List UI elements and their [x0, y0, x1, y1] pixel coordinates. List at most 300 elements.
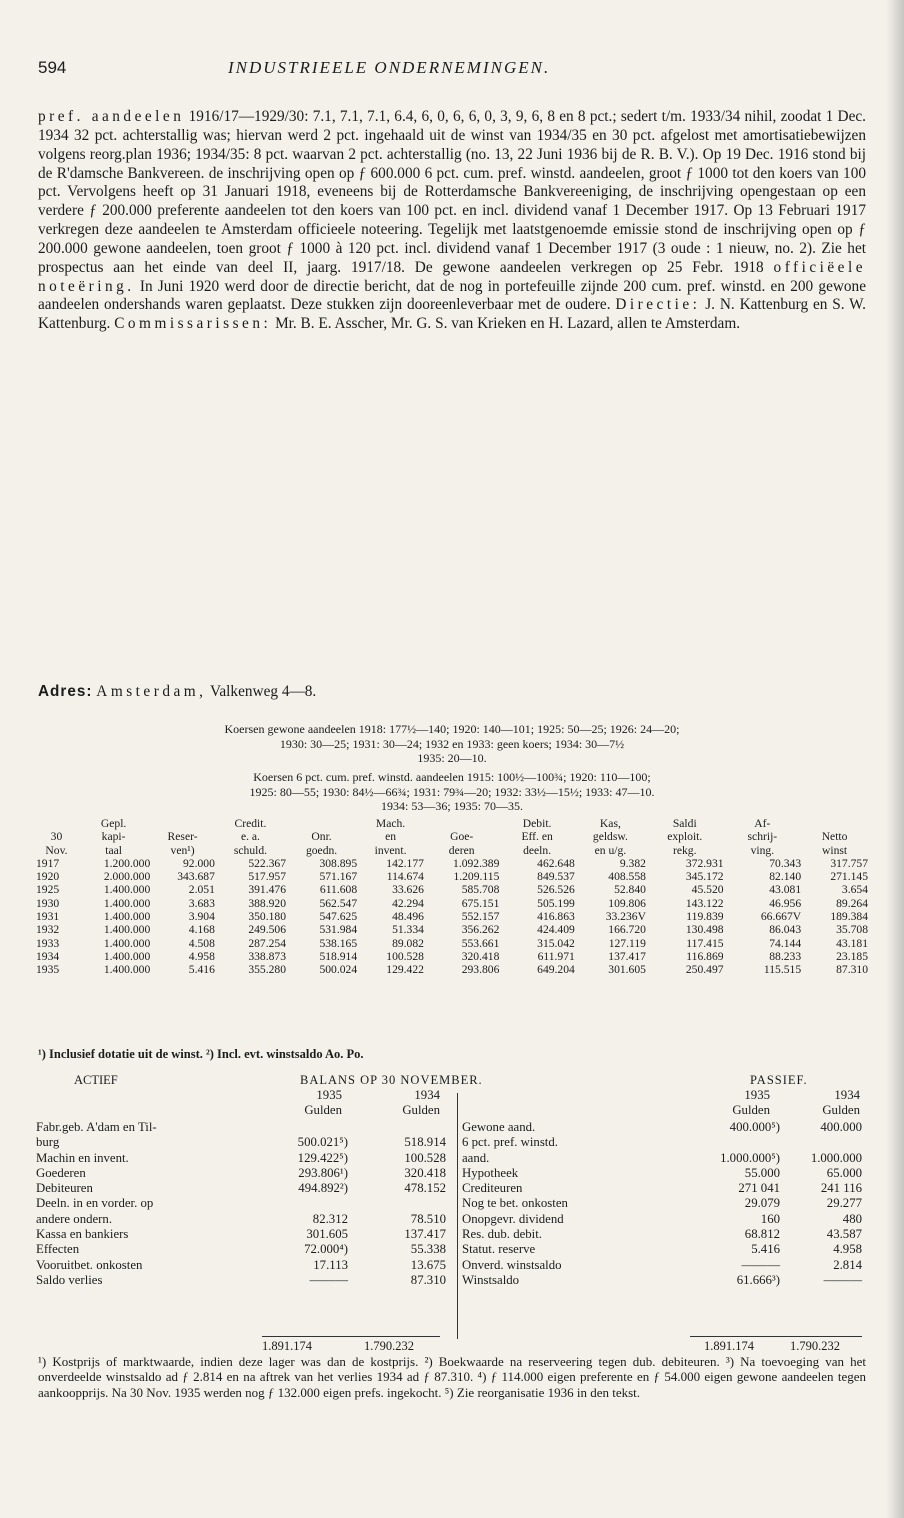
table-cell: 356.262: [461, 923, 500, 937]
table-cell: 166.720: [608, 923, 646, 937]
column-header: Saldi: [672, 817, 697, 830]
table-cell: 343.687: [177, 870, 215, 884]
table-row: [36, 857, 868, 870]
table-cell: 142.177: [386, 856, 424, 870]
table-cell: 1932: [36, 923, 60, 937]
passief-item-label-cell: [462, 1242, 702, 1257]
table-cell: 571.167: [319, 870, 358, 884]
page-number: 594: [38, 58, 67, 77]
actief-currency-1: Gulden: [304, 1103, 342, 1118]
passief-item-label-cell: [462, 1120, 702, 1135]
passief-currency-1: Gulden: [732, 1103, 770, 1118]
table-cell: 1.092.389: [453, 856, 500, 870]
table-cell: 1.400.000: [103, 910, 151, 924]
table-cell: 88.233: [769, 949, 802, 963]
table-cell: 2.051: [188, 883, 215, 897]
table-cell: 114.674: [386, 870, 424, 884]
passief-item: [462, 1258, 862, 1273]
passief-value-1935: 68.812: [744, 1227, 780, 1242]
actief-item-label: Goederen: [36, 1165, 86, 1180]
passief-value-1935: 29.079: [744, 1196, 780, 1211]
actief-total-rule: [262, 1336, 440, 1337]
page-edge-shadow: [886, 0, 904, 1518]
table-cell: 109.806: [608, 896, 646, 910]
actief-item-label-cell: [36, 1166, 272, 1181]
passief-value-1935: 271 041: [738, 1181, 780, 1196]
actief-item: [36, 1258, 446, 1273]
table-cell: 92.000: [183, 856, 215, 870]
table-cell: 408.558: [608, 870, 646, 884]
table-body: [36, 857, 868, 977]
table-cell: 1.209.115: [453, 870, 500, 884]
actief-currency-2: Gulden: [402, 1103, 440, 1118]
table-cell: 1.400.000: [103, 936, 151, 950]
actief-item-label-cell: [36, 1135, 272, 1150]
passief-value-1934: ———: [823, 1272, 862, 1287]
passief-heading: PASSIEF.: [750, 1073, 808, 1087]
passief-list: [462, 1120, 862, 1288]
table-cell: 143.122: [685, 896, 724, 910]
table-cell: 74.144: [769, 936, 802, 950]
table-cell: 1934: [36, 949, 60, 963]
passief-item: [462, 1196, 862, 1211]
balance-divider: [457, 1093, 458, 1339]
actief-item: [36, 1166, 446, 1181]
actief-list: [36, 1120, 446, 1288]
actief-item-label: Deeln. in en vorder. op: [36, 1196, 154, 1211]
passief-item: [462, 1212, 862, 1227]
passief-value-1934: 29.277: [826, 1196, 862, 1211]
table-cell: 130.498: [685, 923, 724, 937]
table-cell: 518.914: [319, 949, 358, 963]
table-cell: 33.626: [392, 883, 424, 897]
actief-item-label-cell: [36, 1242, 272, 1257]
table-cell: 45.520: [691, 883, 724, 897]
column-header: Kas,: [599, 817, 621, 830]
passief-item: [462, 1227, 862, 1242]
actief-item-label: Kassa en bankiers: [36, 1227, 129, 1242]
table-cell: 350.180: [248, 910, 287, 924]
actief-value-1934: 478.152: [404, 1181, 446, 1196]
actief-item-label-cell: [36, 1151, 272, 1166]
column-header: 30: [50, 830, 63, 844]
column-header: Debit.: [522, 817, 552, 830]
passief-value-1934: 2.814: [833, 1257, 862, 1272]
actief-value-1934: 100.528: [404, 1150, 446, 1165]
actief-value-1934: 87.310: [410, 1272, 446, 1287]
table-cell: 23.185: [836, 949, 868, 963]
passief-item-label-cell: [462, 1273, 702, 1288]
column-header: goedn.: [305, 843, 338, 857]
table-cell: 293.806: [461, 963, 500, 977]
table-row: [36, 923, 868, 936]
table-cell: 117.415: [686, 936, 724, 950]
passief-item-label-cell: [462, 1227, 702, 1242]
passief-value-1935: 400.000⁵): [729, 1120, 780, 1134]
passief-total-1: 1.891.174: [704, 1339, 754, 1353]
actief-year-2: 1934: [414, 1088, 440, 1102]
column-header: rekg.: [673, 843, 697, 857]
table-cell: 66.667V: [760, 910, 802, 924]
table-cell: 547.625: [319, 910, 358, 924]
address-street: Valkenweg 4—8.: [210, 683, 317, 700]
table-cell: 372.931: [685, 856, 724, 870]
table-cell: 462.648: [537, 856, 575, 870]
table-cell: 1931: [36, 910, 60, 924]
actief-value-1934: 13.675: [410, 1257, 446, 1272]
table-cell: 500.024: [319, 963, 358, 977]
table-cell: 137.417: [608, 949, 646, 963]
passief-value-1934: 1.000.000: [810, 1150, 862, 1165]
official-listing: officiëele noteëring.: [38, 258, 867, 295]
table-cell: 1920: [36, 870, 60, 884]
column-header: e. a.: [240, 830, 260, 844]
table-cell: 42.294: [392, 896, 424, 910]
table-cell: 9.382: [619, 856, 646, 870]
actief-item-label-cell: [36, 1181, 272, 1196]
passief-item-label-cell: [462, 1166, 702, 1181]
balance-footnotes: ¹) Kostprijs of marktwaarde, indien deze lager was dan de kostprijs. ²) Boekwaarde na reserveering tegen dub. debiteuren. ³) Na toevoeging van het onverdeelde winstsaldo ad ƒ 2.814 en na aftrek van het verlies 1934 ad ƒ 87.310. ⁴) ƒ 114.000 eigen preferente en ƒ 54.000 eigen gewone aandeelen tegen aankoopprijs. Na 30 Nov. 1935 werden nog ƒ 132.000 eigen prefs. ingekocht. ⁵) Zie reorganisatie 1936 in den tekst.: [38, 1354, 866, 1400]
passief-item-label-cell: [462, 1212, 702, 1227]
actief-total-2: 1.790.232: [364, 1339, 414, 1353]
passief-currency-2: Gulden: [822, 1103, 860, 1118]
table-cell: 89.264: [836, 896, 868, 910]
actief-total-1: 1.891.174: [262, 1339, 312, 1353]
column-header: en: [385, 830, 397, 844]
column-header: Af-: [754, 817, 771, 830]
actief-item-label: Machin en invent.: [36, 1150, 129, 1165]
address-city: Amsterdam,: [96, 683, 207, 700]
passief-item-label-cell: [462, 1151, 702, 1166]
actief-item: [36, 1181, 446, 1196]
table-cell: 3.904: [188, 910, 215, 924]
column-header: [150, 817, 215, 830]
table-cell: 189.384: [830, 910, 868, 924]
table-note: ¹) Inclusief dotatie uit de winst. ²) Incl. evt. winstsaldo Ao. Po.: [38, 1047, 364, 1061]
table-cell: 249.506: [248, 923, 287, 937]
passief-item: [462, 1151, 862, 1166]
table-cell: 355.280: [248, 963, 287, 977]
table-cell: 1.400.000: [103, 923, 151, 937]
header-row: [36, 830, 868, 843]
address-line: [38, 683, 316, 701]
company-description: [38, 108, 866, 334]
passief-value-1934: 480: [842, 1211, 862, 1226]
table-cell: 1917: [36, 856, 60, 870]
actief-year-1: 1935: [316, 1088, 342, 1102]
table-cell: 424.409: [537, 923, 575, 937]
actief-item-label: Debiteuren: [36, 1181, 93, 1196]
table-cell: 89.082: [392, 936, 424, 950]
column-header: Onr.: [311, 830, 332, 844]
commissarissen-names: Mr. B. E. Asscher, Mr. G. S. van Krieken en H. Lazard, allen te Amsterdam.: [275, 315, 741, 333]
column-header: winst: [822, 843, 848, 857]
column-header: schuld.: [233, 843, 268, 857]
actief-value-1934: 78.510: [410, 1211, 446, 1226]
directie-names: J. N. Kattenburg en S. W. Kattenburg.: [38, 296, 866, 333]
passief-year-1: 1935: [744, 1088, 770, 1102]
table-cell: 33.236V: [605, 910, 646, 924]
intro-text: 1916/17—1929/30: 7.1, 7.1, 7.1, 6.4, 6, 0, 6, 6, 0, 3, 9, 6, 8 en 8 pct.; sedert t/m. 1933/34 nihil, zoodat 1 Dec. 1934 32 pct. achterstallig was; hiervan werd 2 pct. ingehaald uit de winst van 1934/35 en 30 pct. afgelost met amortisatiebewijzen volgens reorg.plan 1936; 1934/35: 8 pct. waarvan 2 pct. achterstallig (no. 13, 22 Juni 1936 bij de R. B. V.). Op 19 Dec. 1916 stond bij de R'damsche Bankvereen. de inschrijving open op ƒ 600.000 6 pct. cum. pref. winstd. aandeelen, groot ƒ 1000 tot den koers van 100 pct. Vervolgens heeft op 31 Januari 1918, eveneens bij de Rotterdamsche Bankvereeniging, de inschrijving opengestaan op een verdere ƒ 200.000 preferente aandeelen tot den koers van 100 pct. en incl. dividend vanaf 1 December 1917. Op 13 Februari 1917 verkregen deze aandeelen te Amsterdam officieele noteering. Tegelijk met laatstgenoemde emissie stond de inschrijving open op ƒ 200.000 gewone aandeelen, toen groot ƒ 1000 à 120 pct. incl. dividend vanaf 1 December 1917 (3 oude : 1 nieuw, no. 2). Zie het prospectus aan het einde van deel II, jaarg. 1917/18. De gewone aandeelen verkregen op 25 Febr. 1918: [38, 108, 867, 276]
koersen-gewone-line1: Koersen gewone aandeelen 1918: 177½—140; 1920: 140—101; 1925: 50—25; 1926: 24—20;: [224, 722, 680, 736]
passief-item-label: aand.: [462, 1150, 490, 1165]
passief-item: [462, 1242, 862, 1257]
table-row: [36, 897, 868, 910]
actief-item: [36, 1212, 446, 1227]
column-header: [36, 817, 77, 830]
table-cell: 35.708: [836, 923, 868, 937]
actief-value-1935: 72.000⁴): [304, 1242, 348, 1257]
passief-item-label: Res. dub. debit.: [462, 1227, 542, 1242]
table-cell: 287.254: [248, 936, 287, 950]
actief-value-1935: ———: [309, 1272, 348, 1287]
passief-item: [462, 1120, 862, 1135]
table-cell: 388.920: [248, 896, 287, 910]
column-header: [286, 817, 357, 830]
table-cell: 48.496: [392, 910, 424, 924]
actief-item: [36, 1242, 446, 1257]
table-cell: 391.476: [248, 883, 287, 897]
table-cell: 585.708: [461, 883, 500, 897]
table-row: [36, 883, 868, 896]
table-cell: 1.400.000: [103, 896, 151, 910]
table-cell: 2.000.000: [103, 870, 151, 884]
column-header: Goe-: [450, 830, 474, 844]
column-header: Eff. en: [521, 830, 553, 844]
actief-item-label: Saldo verlies: [36, 1272, 103, 1287]
table-cell: 115.515: [763, 963, 802, 977]
passief-item-label: Statut. reserve: [462, 1242, 536, 1257]
koersen-gewone: [38, 722, 866, 766]
table-cell: 1.400.000: [103, 883, 151, 897]
column-header: Nov.: [45, 843, 68, 857]
table-row: [36, 963, 868, 976]
table-cell: 320.418: [461, 949, 500, 963]
passief-item-label-cell: [462, 1181, 702, 1196]
table-cell: 46.956: [769, 896, 802, 910]
passief-total-rule: [690, 1336, 862, 1337]
table-row: [36, 950, 868, 963]
table-cell: 315.042: [537, 936, 575, 950]
column-header: Credit.: [234, 817, 267, 830]
table-cell: 562.547: [319, 896, 358, 910]
section-title: INDUSTRIEELE ONDERNEMINGEN.: [228, 58, 551, 77]
actief-value-1934: 137.417: [404, 1227, 446, 1242]
table-cell: 849.537: [537, 870, 575, 884]
table-cell: 1935: [36, 963, 60, 977]
passief-item-label: Onverd. winstsaldo: [462, 1257, 562, 1272]
actief-item-label: Fabr.geb. A'dam en Til-: [36, 1120, 157, 1134]
table-cell: 1.400.000: [103, 963, 151, 977]
address-label: Adres:: [38, 683, 93, 700]
passief-item-label: Hypotheek: [462, 1165, 519, 1180]
table-cell: 531.984: [319, 923, 358, 937]
actief-item-label-cell: [36, 1212, 272, 1227]
column-header: Mach.: [375, 817, 406, 830]
passief-item: [462, 1273, 862, 1288]
actief-item-label: Effecten: [36, 1242, 80, 1257]
table-cell: 82.140: [769, 870, 802, 884]
passief-item: [462, 1166, 862, 1181]
column-header: ving.: [750, 843, 775, 857]
table-cell: 127.119: [608, 936, 646, 950]
passief-item-label: Gewone aand.: [462, 1120, 536, 1134]
actief-value-1935: 129.422⁵): [297, 1150, 348, 1165]
passief-total-2: 1.790.232: [790, 1339, 840, 1353]
table-cell: 517.957: [248, 870, 287, 884]
actief-value-1935: 301.605: [306, 1227, 348, 1242]
juni-text: In Juni 1920 werd door de directie bericht, dat de nog in portefeuille zijnde 200 cum. pref. winstd. en 200 gewone aandeelen ondershands waren geplaatst. Deze stukken zijn dooreenleverbaar met de oudere.: [38, 277, 866, 314]
actief-item: [36, 1227, 446, 1242]
passief-item-label: Crediteuren: [462, 1181, 523, 1196]
table-cell: 338.873: [248, 949, 287, 963]
table-cell: 4.958: [188, 949, 215, 963]
table-cell: 522.367: [248, 856, 287, 870]
table-cell: 86.043: [769, 923, 802, 937]
passief-item-label: 6 pct. pref. winstd.: [462, 1135, 558, 1150]
table-cell: 1930: [36, 896, 60, 910]
actief-item: [36, 1135, 446, 1150]
table-cell: 250.497: [685, 963, 724, 977]
koersen-pref-line2: 1925: 80—55; 1930: 84½—66¾; 1931: 79¾—20; 1932: 33½—15½; 1933: 47—10.: [249, 784, 655, 799]
running-header: [38, 58, 864, 80]
passief-item-label: Nog te bet. onkosten: [462, 1196, 568, 1211]
passief-value-1935: 5.416: [751, 1242, 780, 1257]
actief-item: [36, 1273, 446, 1288]
table-cell: 129.422: [386, 963, 424, 977]
passief-value-1935: 1.000.000⁵): [720, 1150, 780, 1165]
passief-value-1935: 160: [760, 1211, 780, 1226]
passief-value-1935: 55.000: [744, 1165, 780, 1180]
column-header: geldsw.: [592, 830, 628, 844]
column-header: invent.: [374, 843, 407, 857]
table-cell: 1933: [36, 936, 60, 950]
table-cell: 1925: [36, 883, 60, 897]
actief-item-line: [36, 1120, 446, 1135]
passief-column-heads: [690, 1088, 860, 1119]
table-cell: 51.334: [392, 923, 424, 937]
passief-year-2: 1934: [834, 1088, 860, 1102]
column-header: kapi-: [101, 830, 126, 844]
balance-title: BALANS OP 30 NOVEMBER.: [300, 1073, 483, 1087]
header-row: [36, 817, 868, 830]
actief-item-label-cell: [36, 1258, 272, 1273]
passief-item-label: Onopgevr. dividend: [462, 1211, 564, 1226]
table-cell: 70.343: [769, 856, 802, 870]
table-cell: 611.971: [537, 949, 575, 963]
passief-value-1934: 400.000: [820, 1120, 862, 1134]
intro-spaced: pref. aandeelen: [38, 108, 185, 125]
table-row: [36, 910, 868, 923]
koersen-pref: [38, 770, 866, 814]
actief-item-label-cell: [36, 1273, 272, 1288]
table-cell: 3.683: [188, 896, 215, 910]
table-cell: 43.081: [769, 883, 802, 897]
actief-value-1935: 494.892²): [298, 1181, 348, 1196]
actief-value-1935: 500.021⁵): [297, 1135, 348, 1150]
table-cell: 649.204: [537, 963, 575, 977]
table-cell: 52.840: [614, 883, 646, 897]
koersen-pref-line1: Koersen 6 pct. cum. pref. winstd. aandeelen 1915: 100½—100¾; 1920: 110—100;: [253, 770, 651, 784]
actief-item-label-cell: [36, 1227, 272, 1242]
column-header: ven¹): [170, 843, 195, 857]
table-cell: 317.757: [830, 856, 868, 870]
column-header: en u/g.: [594, 843, 627, 857]
header-row: [36, 844, 868, 857]
actief-item-line: [36, 1196, 446, 1211]
table-cell: 87.310: [836, 963, 868, 977]
table-cell: 308.895: [319, 856, 358, 870]
table-head: [36, 817, 868, 857]
table-cell: 526.526: [537, 883, 575, 897]
actief-value-1934: 518.914: [404, 1135, 446, 1150]
column-header: taal: [105, 843, 122, 857]
column-header: [801, 817, 868, 830]
passief-item-line: [462, 1135, 862, 1150]
passief-item-label-cell: [462, 1196, 702, 1211]
table-cell: 271.145: [830, 870, 868, 884]
table-cell: 43.181: [836, 936, 868, 950]
actief-value-1935: 293.806¹): [298, 1165, 348, 1180]
passief-value-1934: 43.587: [826, 1227, 862, 1242]
actief-item-label: Vooruitbet. onkosten: [36, 1257, 143, 1272]
table-cell: 116.869: [686, 949, 724, 963]
column-header: exploit.: [667, 830, 703, 844]
passief-value-1934: 65.000: [826, 1165, 862, 1180]
column-header: Netto: [821, 830, 848, 844]
table-cell: 301.605: [608, 963, 646, 977]
table-cell: 1.200.000: [103, 856, 151, 870]
table-cell: 119.839: [686, 910, 724, 924]
passief-value-1934: 241 116: [820, 1181, 862, 1196]
actief-value-1935: 82.312: [312, 1211, 348, 1226]
actief-value-1934: 320.418: [404, 1165, 446, 1180]
koersen-gewone-line2: 1930: 30—25; 1931: 30—24; 1932 en 1933: geen koers; 1934: 30—7½: [279, 736, 625, 751]
passief-item: [462, 1181, 862, 1196]
koersen-gewone-line3: 1935: 20—10.: [417, 751, 487, 765]
passief-value-1935: 61.666³): [736, 1272, 780, 1287]
commissarissen-label: Commissarissen:: [114, 315, 272, 333]
koersen-pref-line3: 1934: 53—36; 1935: 70—35.: [380, 799, 523, 813]
table-cell: 1.400.000: [103, 949, 151, 963]
table-cell: 553.661: [461, 936, 500, 950]
table-cell: 3.654: [841, 883, 868, 897]
actief-value-1935: 17.113: [313, 1257, 348, 1272]
actief-item: [36, 1151, 446, 1166]
column-header: schrij-: [747, 830, 778, 844]
directie-label: Directie:: [615, 296, 701, 314]
table-cell: 4.508: [188, 936, 215, 950]
actief-column-heads: [270, 1088, 440, 1119]
table-cell: 675.151: [461, 896, 500, 910]
table-cell: 505.199: [537, 896, 575, 910]
financial-history-table: [36, 817, 868, 977]
passief-item-label-cell: [462, 1258, 702, 1273]
actief-item-label: burg: [36, 1135, 60, 1150]
passief-item-label: Winstsaldo: [462, 1272, 520, 1287]
passief-value-1934: 4.958: [833, 1242, 862, 1257]
table-cell: 416.863: [537, 910, 575, 924]
actief-value-1934: 55.338: [410, 1242, 446, 1257]
table-row: [36, 937, 868, 950]
table-cell: 5.416: [188, 963, 215, 977]
table-cell: 538.165: [319, 936, 358, 950]
column-header: [424, 817, 499, 830]
table-cell: 4.168: [188, 923, 215, 937]
column-header: deeln.: [523, 843, 552, 857]
table-cell: 100.528: [386, 949, 424, 963]
column-header: Reser-: [167, 830, 198, 844]
